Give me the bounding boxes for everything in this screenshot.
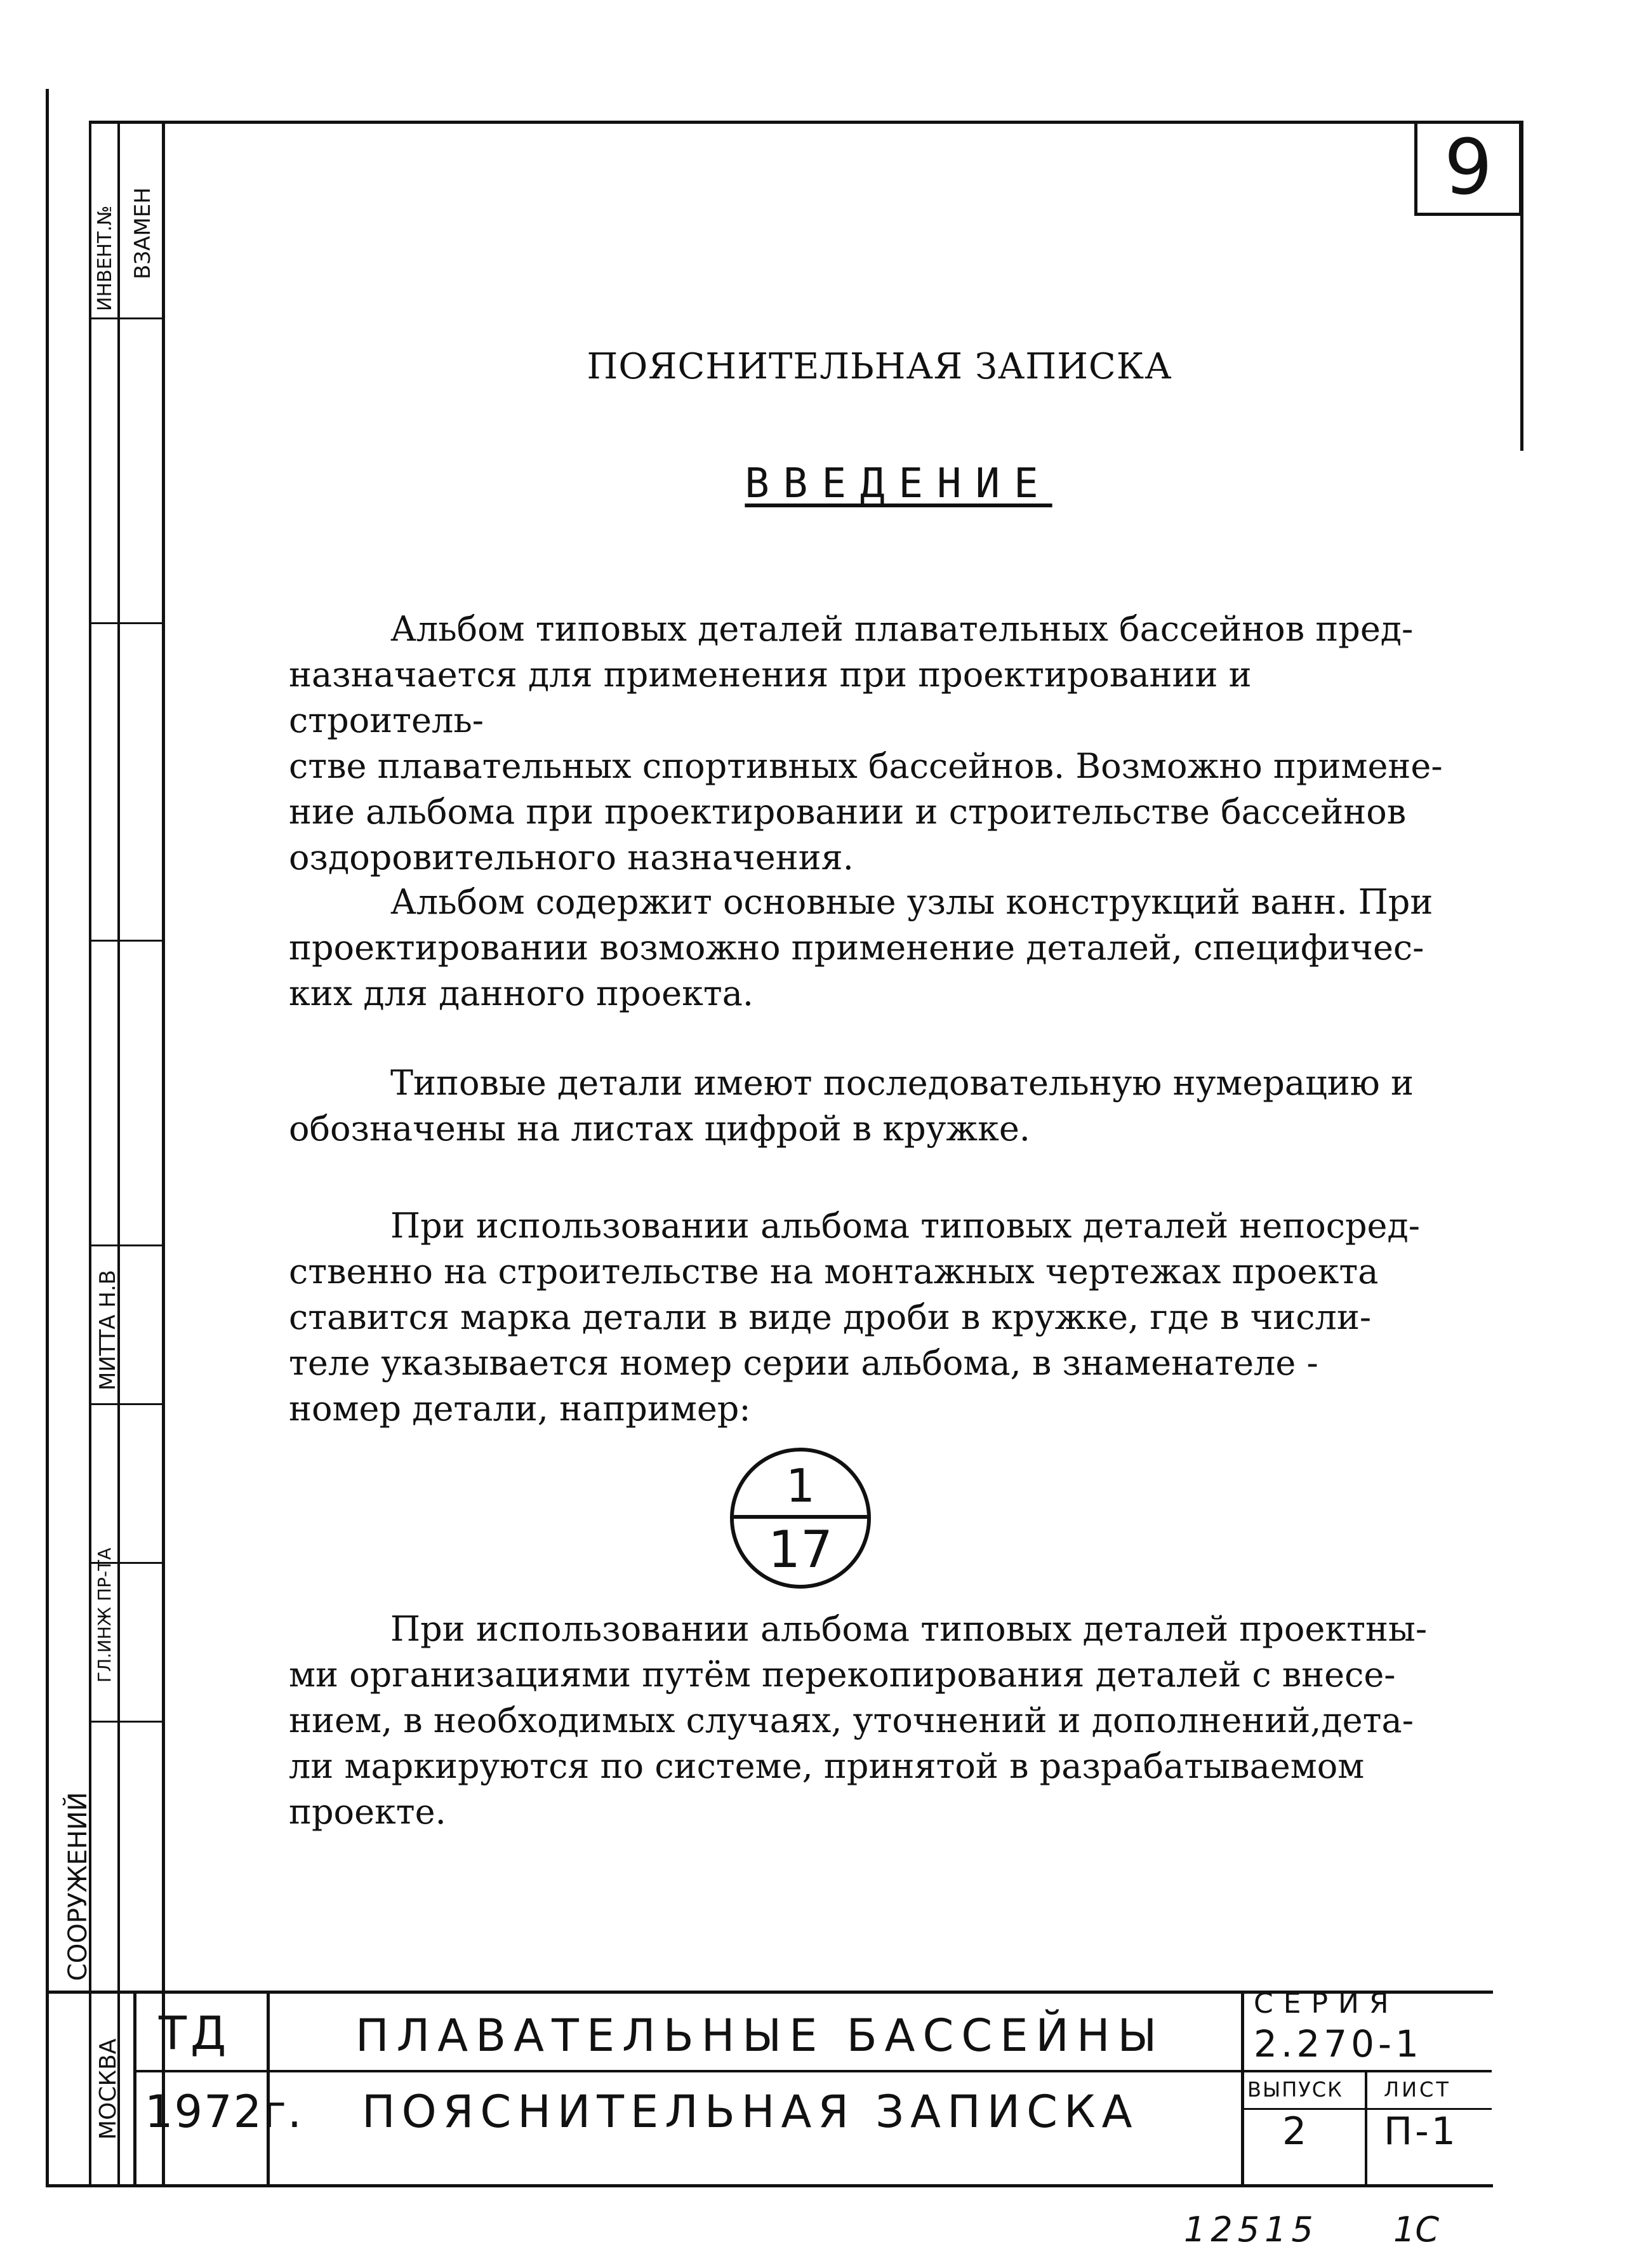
side-inv-label: ИНВЕНТ.№	[94, 205, 116, 311]
footer-archive-number: 12515	[1184, 2210, 1318, 2250]
side-divider	[89, 1244, 165, 1246]
title-block-title-2: ПОЯСНИТЕЛЬНАЯ ЗАПИСКА	[362, 2086, 1139, 2138]
paragraph-1: Альбом типовых деталей плавательных бассейнов пред- назначается для применения при проектировании и строитель- стве плавательных спортивных бассейнов. Возможно примене- ние альбома при проектировании и строительстве бассейнов оздоровительного назначения.	[289, 609, 1443, 877]
side-replace-label: ВЗАМЕН	[130, 187, 156, 279]
side-divider	[89, 1721, 165, 1723]
example-detail-mark	[730, 1448, 871, 1589]
frame-bottom	[46, 2184, 1493, 2187]
sheet-number-box: 9	[1414, 121, 1522, 216]
mark-fraction-bar	[734, 1515, 867, 1519]
side-divider	[89, 1403, 165, 1405]
side-divider	[89, 317, 165, 319]
title-block-v4	[1365, 2071, 1367, 2185]
paragraph-2: Альбом содержит основные узлы конструкций ванн. При проектировании возможно применение деталей, специфичес- ких для данного проекта.	[289, 882, 1433, 1013]
issue-label: ВЫПУСК	[1247, 2078, 1343, 2102]
title-block-mid	[133, 2070, 1492, 2072]
sheet-label: ЛИСТ	[1384, 2078, 1451, 2102]
title-block-v1	[133, 1991, 136, 2187]
title-block-year: 1972г.	[145, 2086, 303, 2138]
mark-numerator: 1	[786, 1459, 815, 1512]
mark-denominator: 17	[768, 1520, 833, 1579]
title-block-v3	[1241, 1991, 1244, 2187]
paragraph-5: При использовании альбома типовых деталей проектны- ми организациями путём перекопирования деталей с внесе- нием, в необходимых случаях, уточнений и дополнений,дета- ли маркируются по системе, принятой в разрабатываемом проекте.	[289, 1609, 1428, 1832]
side-org-line2: МОСКВА	[95, 2038, 121, 2140]
paragraph-3: Типовые детали имеют последовательную нумерацию и обозначены на листах цифрой в кружке.	[289, 1063, 1414, 1149]
section-title: ВВЕДЕНИЕ	[745, 460, 1052, 507]
frame-left-outer	[46, 89, 49, 2184]
side-divider	[89, 940, 165, 942]
title-block-code: ТД	[159, 2006, 230, 2060]
paragraph-4: При использовании альбома типовых деталей непосред- ственно на строительстве на монтажных чертежах проекта ставится марка детали в виде дроби в кружке, где в числи- теле указывается номер серии альбома, в знаменателе - номер детали, например:	[289, 1206, 1421, 1429]
frame-top	[89, 121, 1523, 124]
title-block-title-1: ПЛАВАТЕЛЬНЫЕ БАССЕЙНЫ	[355, 2010, 1165, 2062]
document-title: ПОЯСНИТЕЛЬНАЯ ЗАПИСКА	[587, 346, 1172, 387]
side-org-line1: СООРУЖЕНИЙ	[63, 1792, 93, 1981]
series-value: 2.270-1	[1254, 2022, 1423, 2065]
frame-left-strip-2	[117, 121, 120, 2184]
frame-left-inner	[162, 121, 165, 2184]
footer-mark: 1С	[1393, 2210, 1440, 2250]
side-gip-label: ГЛ.ИНЖ ПР-ТА	[94, 1547, 115, 1683]
sheet-value: П-1	[1384, 2109, 1458, 2154]
series-label: СЕРИЯ	[1254, 1987, 1399, 2020]
issue-value: 2	[1282, 2109, 1308, 2154]
side-author-label: МИТТА Н.В	[95, 1269, 121, 1391]
side-divider	[89, 622, 165, 624]
